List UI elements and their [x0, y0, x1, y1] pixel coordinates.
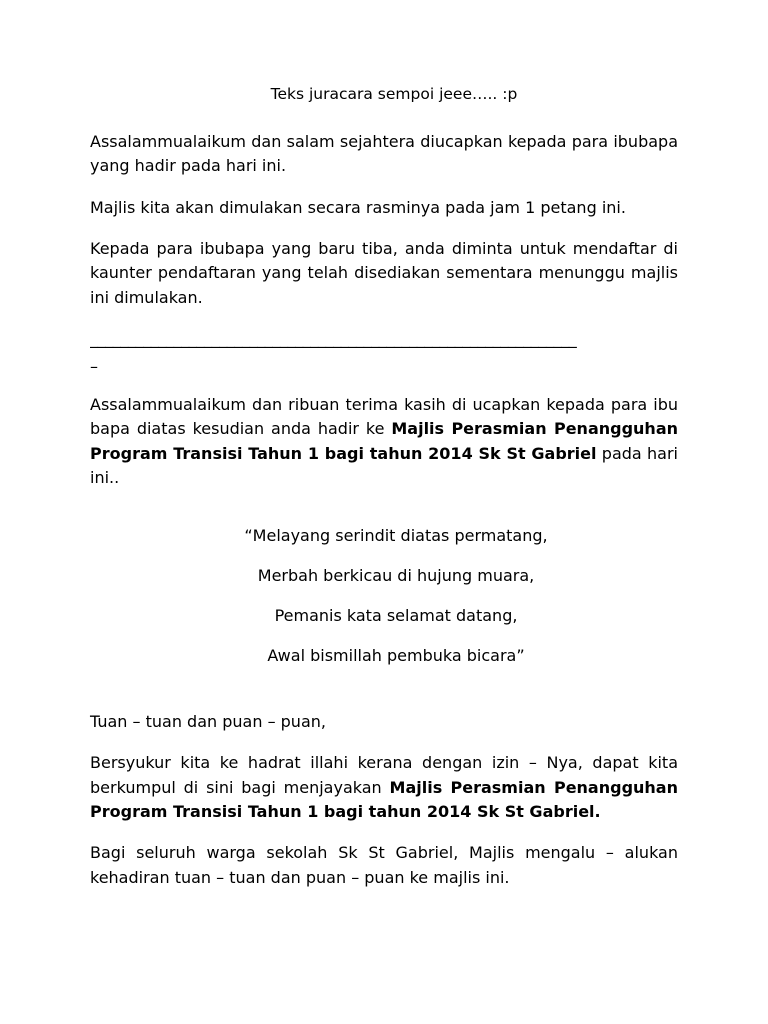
poem-block: [90, 524, 678, 668]
text-run: Bagi seluruh warga sekolah Sk St Gabriel, Majlis mengalu – alukan kehadiran tuan – tuan dan puan – puan ke majlis ini.: [90, 843, 678, 887]
paragraph-2: [90, 196, 678, 220]
paragraph-4: [90, 393, 678, 490]
horizontal-rule: ________________________________________________________________: [90, 329, 577, 349]
poem-line: Merbah berkicau di hujung muara,: [257, 566, 535, 586]
divider-dash: –: [90, 357, 98, 377]
text-run: Assalammualaikum dan ribuan terima kasih di ucapkan kepada para ibu bapa diatas kesudian anda hadir ke: [90, 395, 678, 439]
page-title: Teks juracara sempoi jeee….. :p: [270, 85, 518, 103]
text-run: Assalammualaikum dan salam sejahtera diucapkan kepada para ibubapa yang hadir pada hari ini.: [90, 132, 678, 176]
paragraph-1: [90, 130, 678, 179]
paragraph-6: [90, 841, 678, 890]
paragraph-5: [90, 751, 678, 824]
poem-line: “Melayang serindit diatas permatang,: [244, 526, 548, 546]
bold-run: Majlis Perasmian Penangguhan Program Transisi Tahun 1 bagi tahun 2014 Sk St Gabriel.: [90, 777, 678, 821]
text-run: Bersyukur kita ke hadrat illahi kerana dengan izin – Nya, dapat kita berkumpul di sini bagi menjayakan: [90, 753, 678, 797]
spacer: [90, 684, 678, 710]
poem-line: Pemanis kata selamat datang,: [274, 606, 518, 626]
bold-run: Majlis Perasmian Penangguhan Program Transisi Tahun 1 bagi tahun 2014 Sk St Gabriel: [90, 419, 679, 463]
paragraph-3: [90, 237, 678, 310]
poem-line: Awal bismillah pembuka bicara”: [267, 646, 525, 666]
text-run: Kepada para ibubapa yang baru tiba, anda diminta untuk mendaftar di kaunter pendaftaran yang telah disediakan sementara menunggu majlis ini dimulakan.: [90, 239, 678, 307]
text-run: pada hari ini..: [90, 443, 678, 487]
salutation: Tuan – tuan dan puan – puan,: [90, 712, 326, 732]
text-run: Majlis kita akan dimulakan secara rasminya pada jam 1 petang ini.: [90, 197, 626, 217]
